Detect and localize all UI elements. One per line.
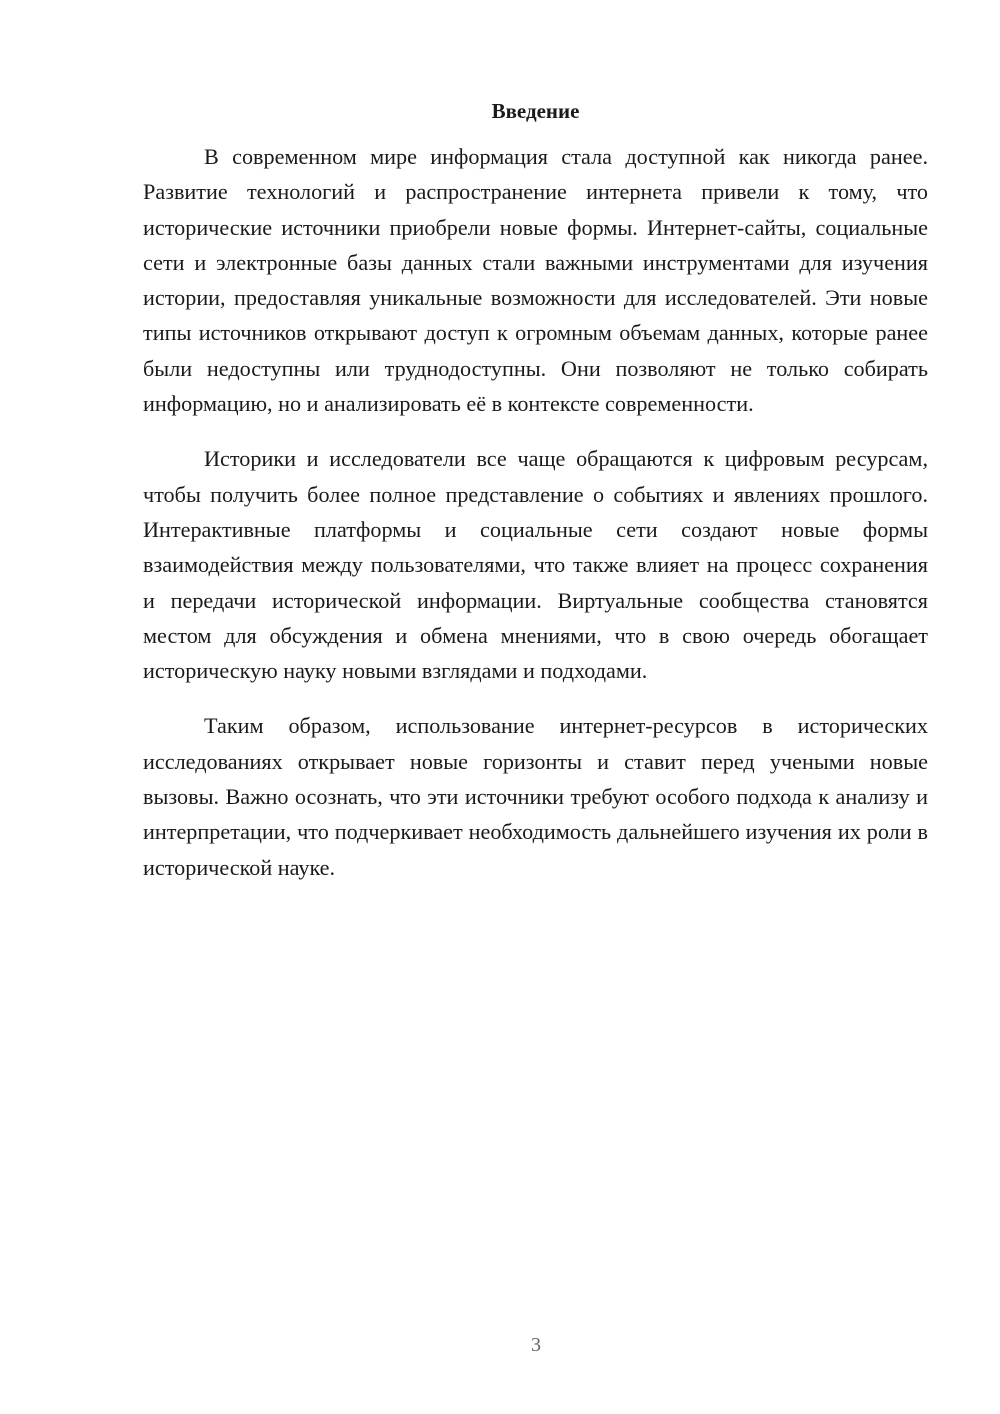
- paragraph-3: Таким образом, использование интернет-ресурсов в исторических исследованиях открывает новые горизонты и ставит перед учеными новые вызовы. Важно осознать, что эти источники требуют особого подхода к анализу и интерпретации, что подчеркивает необходимость дальнейшего изучения их роли в исторической науке.: [143, 713, 928, 880]
- page-number: 3: [531, 1334, 541, 1356]
- section-title: Введение: [491, 99, 580, 123]
- paragraph-2: Историки и исследователи все чаще обращаются к цифровым ресурсам, чтобы получить более полное представление о событиях и явлениях прошлого. Интерактивные платформы и социальные сети создают новые формы взаимодействия между пользователями, что также влияет на процесс сохранения и передачи исторической информации. Виртуальные сообщества становятся местом для обсуждения и обмена мнениями, что в свою очередь обогащает историческую науку новыми взглядами и подходами.: [143, 446, 928, 684]
- paragraph-1: В современном мире информация стала доступной как никогда ранее. Развитие технологий и распространение интернета привели к тому, что исторические источники приобрели новые формы. Интернет-сайты, социальные сети и электронные базы данных стали важными инструментами для изучения истории, предоставляя уникальные возможности для исследователей. Эти новые типы источников открывают доступ к огромным объемам данных, которые ранее были недоступны или труднодоступны. Они позволяют не только собирать информацию, но и анализировать её в контексте современности.: [143, 144, 928, 417]
- page-content: [143, 96, 928, 905]
